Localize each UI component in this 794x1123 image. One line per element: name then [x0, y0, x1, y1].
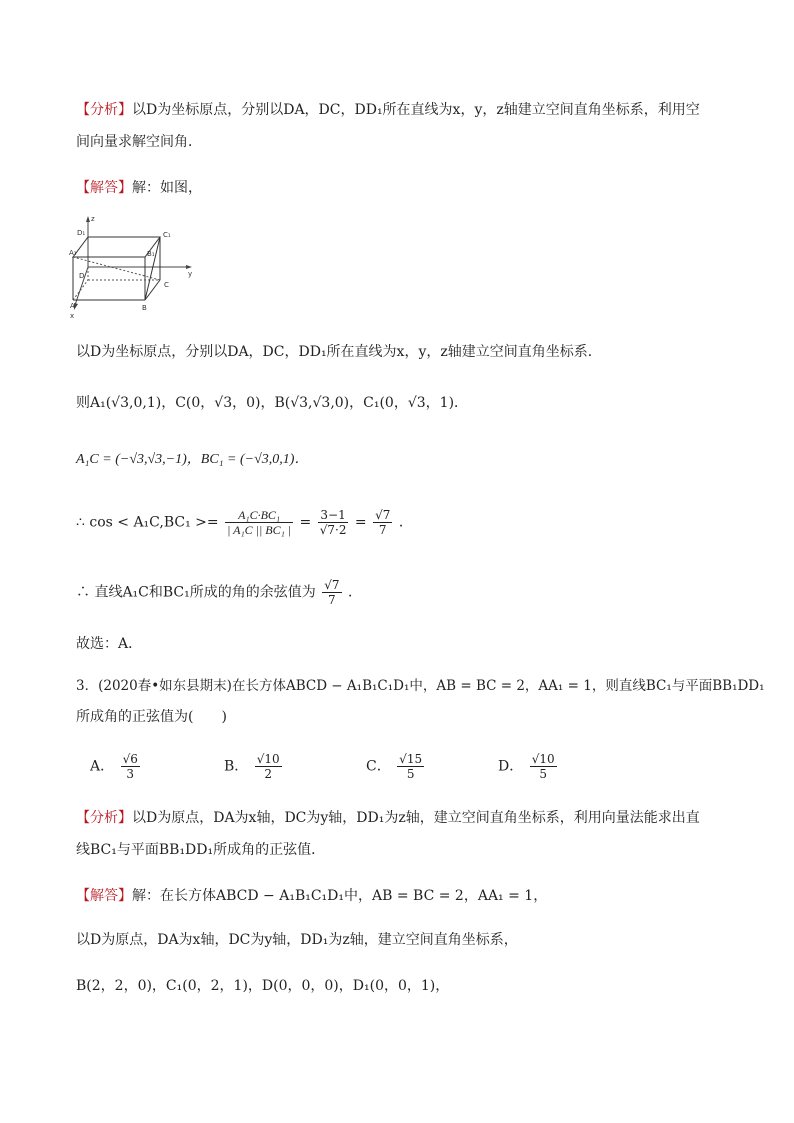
cos-frac2-num: 3−1 — [318, 508, 349, 523]
label-z: z — [91, 215, 95, 223]
cos-frac3-den: 7 — [378, 523, 387, 537]
cos-eq: = — [299, 514, 312, 531]
option-a-num: √6 — [122, 752, 138, 766]
option-b-den: 2 — [264, 767, 273, 781]
answer-text: 故选：A． — [76, 636, 143, 652]
solution-cos — [76, 508, 413, 537]
analysis-paragraph-2 — [76, 808, 700, 828]
solution-conclusion — [76, 578, 362, 607]
label-a: A — [70, 302, 75, 310]
analysis-paragraph-1-cont — [76, 132, 202, 152]
conclusion-den: 7 — [328, 593, 336, 607]
analysis-tag: 【分析】 — [76, 102, 132, 118]
question-3-line-1 — [76, 676, 765, 696]
analysis-text-cont: 间向量求解空间角． — [76, 134, 202, 150]
answer-line — [76, 634, 142, 654]
option-d-num: √10 — [531, 752, 555, 766]
conclusion-lead: ∴ 直线A₁C和BC₁所成的角的余弦值为 — [76, 584, 316, 601]
option-c[interactable] — [366, 752, 426, 781]
solution-paragraph-1 — [76, 342, 602, 362]
conclusion-tail: ． — [347, 584, 362, 601]
vectors-text: A₁C = (−√3,√3,−1)，BC₁ = (−√3,0,1)． — [76, 452, 309, 467]
question-3-text-cont: 所成角的正弦值为( ) — [76, 709, 227, 725]
conclusion-fraction — [322, 578, 341, 607]
cos-lead: ∴ cos < A₁C,BC₁ >= — [76, 514, 219, 531]
conclusion-num: √7 — [324, 578, 340, 592]
solution-heading — [76, 178, 202, 198]
cos-tail: ． — [398, 514, 413, 531]
solution-heading-2 — [76, 886, 547, 906]
analysis-text-2: 以D为原点，DA为x轴，DC为y轴，DD₁为z轴，建立空间直角坐标系，利用向量法能求出直 — [132, 810, 700, 826]
solution-paragraph-2 — [76, 930, 518, 950]
analysis-tag-2: 【分析】 — [76, 810, 132, 826]
question-3-line-2 — [76, 707, 227, 727]
solution-coords — [76, 393, 468, 413]
option-b-label: B． — [224, 758, 249, 775]
question-3-text: 3．(2020春•如东县期末)在长方体ABCD − A₁B₁C₁D₁中，AB = BC = 2，AA₁ = 1，则直线BC₁与平面BB₁DD₁ — [76, 678, 765, 694]
cos-fraction-1 — [225, 508, 293, 537]
coords-text: 则A₁(√3,0,1)，C(0，√3，0)，B(√3,√3,0)，C₁(0，√3，1)． — [76, 395, 469, 411]
cos-frac1-den: | A₁C || BC₁ | — [227, 523, 292, 537]
label-y: y — [188, 270, 193, 278]
cos-fraction-3 — [373, 508, 392, 537]
coords-text-2: B(2，2，0)，C₁(0，2，1)，D(0，0，0)，D₁(0，0，1)， — [76, 978, 450, 994]
solution-text-2: 解：在长方体ABCD − A₁B₁C₁D₁中，AB = BC = 2，AA₁ = 1， — [132, 888, 548, 904]
option-d[interactable] — [498, 752, 559, 781]
cos-eq2: = — [354, 514, 367, 531]
option-d-fraction — [530, 752, 557, 781]
option-b-num: √10 — [256, 752, 280, 766]
cos-frac2-den: √7·2 — [319, 523, 347, 537]
option-a[interactable] — [90, 752, 142, 781]
label-b1: B₁ — [147, 250, 155, 258]
option-c-fraction — [397, 752, 424, 781]
label-d: D — [79, 272, 85, 280]
option-d-den: 5 — [539, 767, 547, 781]
option-c-den: 5 — [406, 767, 415, 781]
solution-setup-text: 以D为坐标原点，分别以DA，DC，DD₁所在直线为x，y，z轴建立空间直角坐标系． — [76, 344, 602, 360]
cos-frac1-num: A₁C·BC₁ — [225, 508, 293, 523]
analysis-text-2-cont: 线BC₁与平面BB₁DD₁所成角的正弦值． — [76, 842, 326, 858]
label-c1: C₁ — [163, 231, 171, 239]
option-a-fraction — [121, 752, 140, 781]
option-b-fraction — [255, 752, 282, 781]
analysis-paragraph-2-cont — [76, 840, 325, 860]
solution-tag: 【解答】 — [76, 180, 132, 196]
cos-fraction-2 — [318, 508, 349, 537]
option-b[interactable] — [224, 752, 284, 781]
label-b: B — [142, 304, 147, 312]
label-d1: D₁ — [77, 229, 86, 237]
option-c-label: C． — [366, 758, 391, 775]
diagonal-a1c — [73, 257, 160, 280]
solution-coords-2 — [76, 976, 449, 996]
option-a-label: A． — [90, 758, 115, 775]
option-d-label: D． — [498, 758, 524, 775]
option-a-den: 3 — [126, 767, 135, 781]
analysis-paragraph-1 — [76, 100, 700, 120]
solution-setup-text-2: 以D为原点，DA为x轴，DC为y轴，DD₁为z轴，建立空间直角坐标系， — [76, 932, 518, 948]
analysis-text: 以D为坐标原点，分别以DA，DC，DD₁所在直线为x，y，z轴建立空间直角坐标系，利用空 — [132, 102, 700, 118]
label-a1: A₁ — [69, 249, 77, 257]
label-c: C — [164, 281, 169, 289]
label-x: x — [70, 312, 75, 320]
solution-text: 解：如图， — [132, 180, 202, 196]
solution-tag-2: 【解答】 — [76, 888, 132, 904]
cos-frac3-num: √7 — [375, 508, 391, 522]
cuboid-figure — [70, 212, 200, 322]
option-c-num: √15 — [399, 752, 423, 766]
solution-vectors — [76, 449, 308, 470]
